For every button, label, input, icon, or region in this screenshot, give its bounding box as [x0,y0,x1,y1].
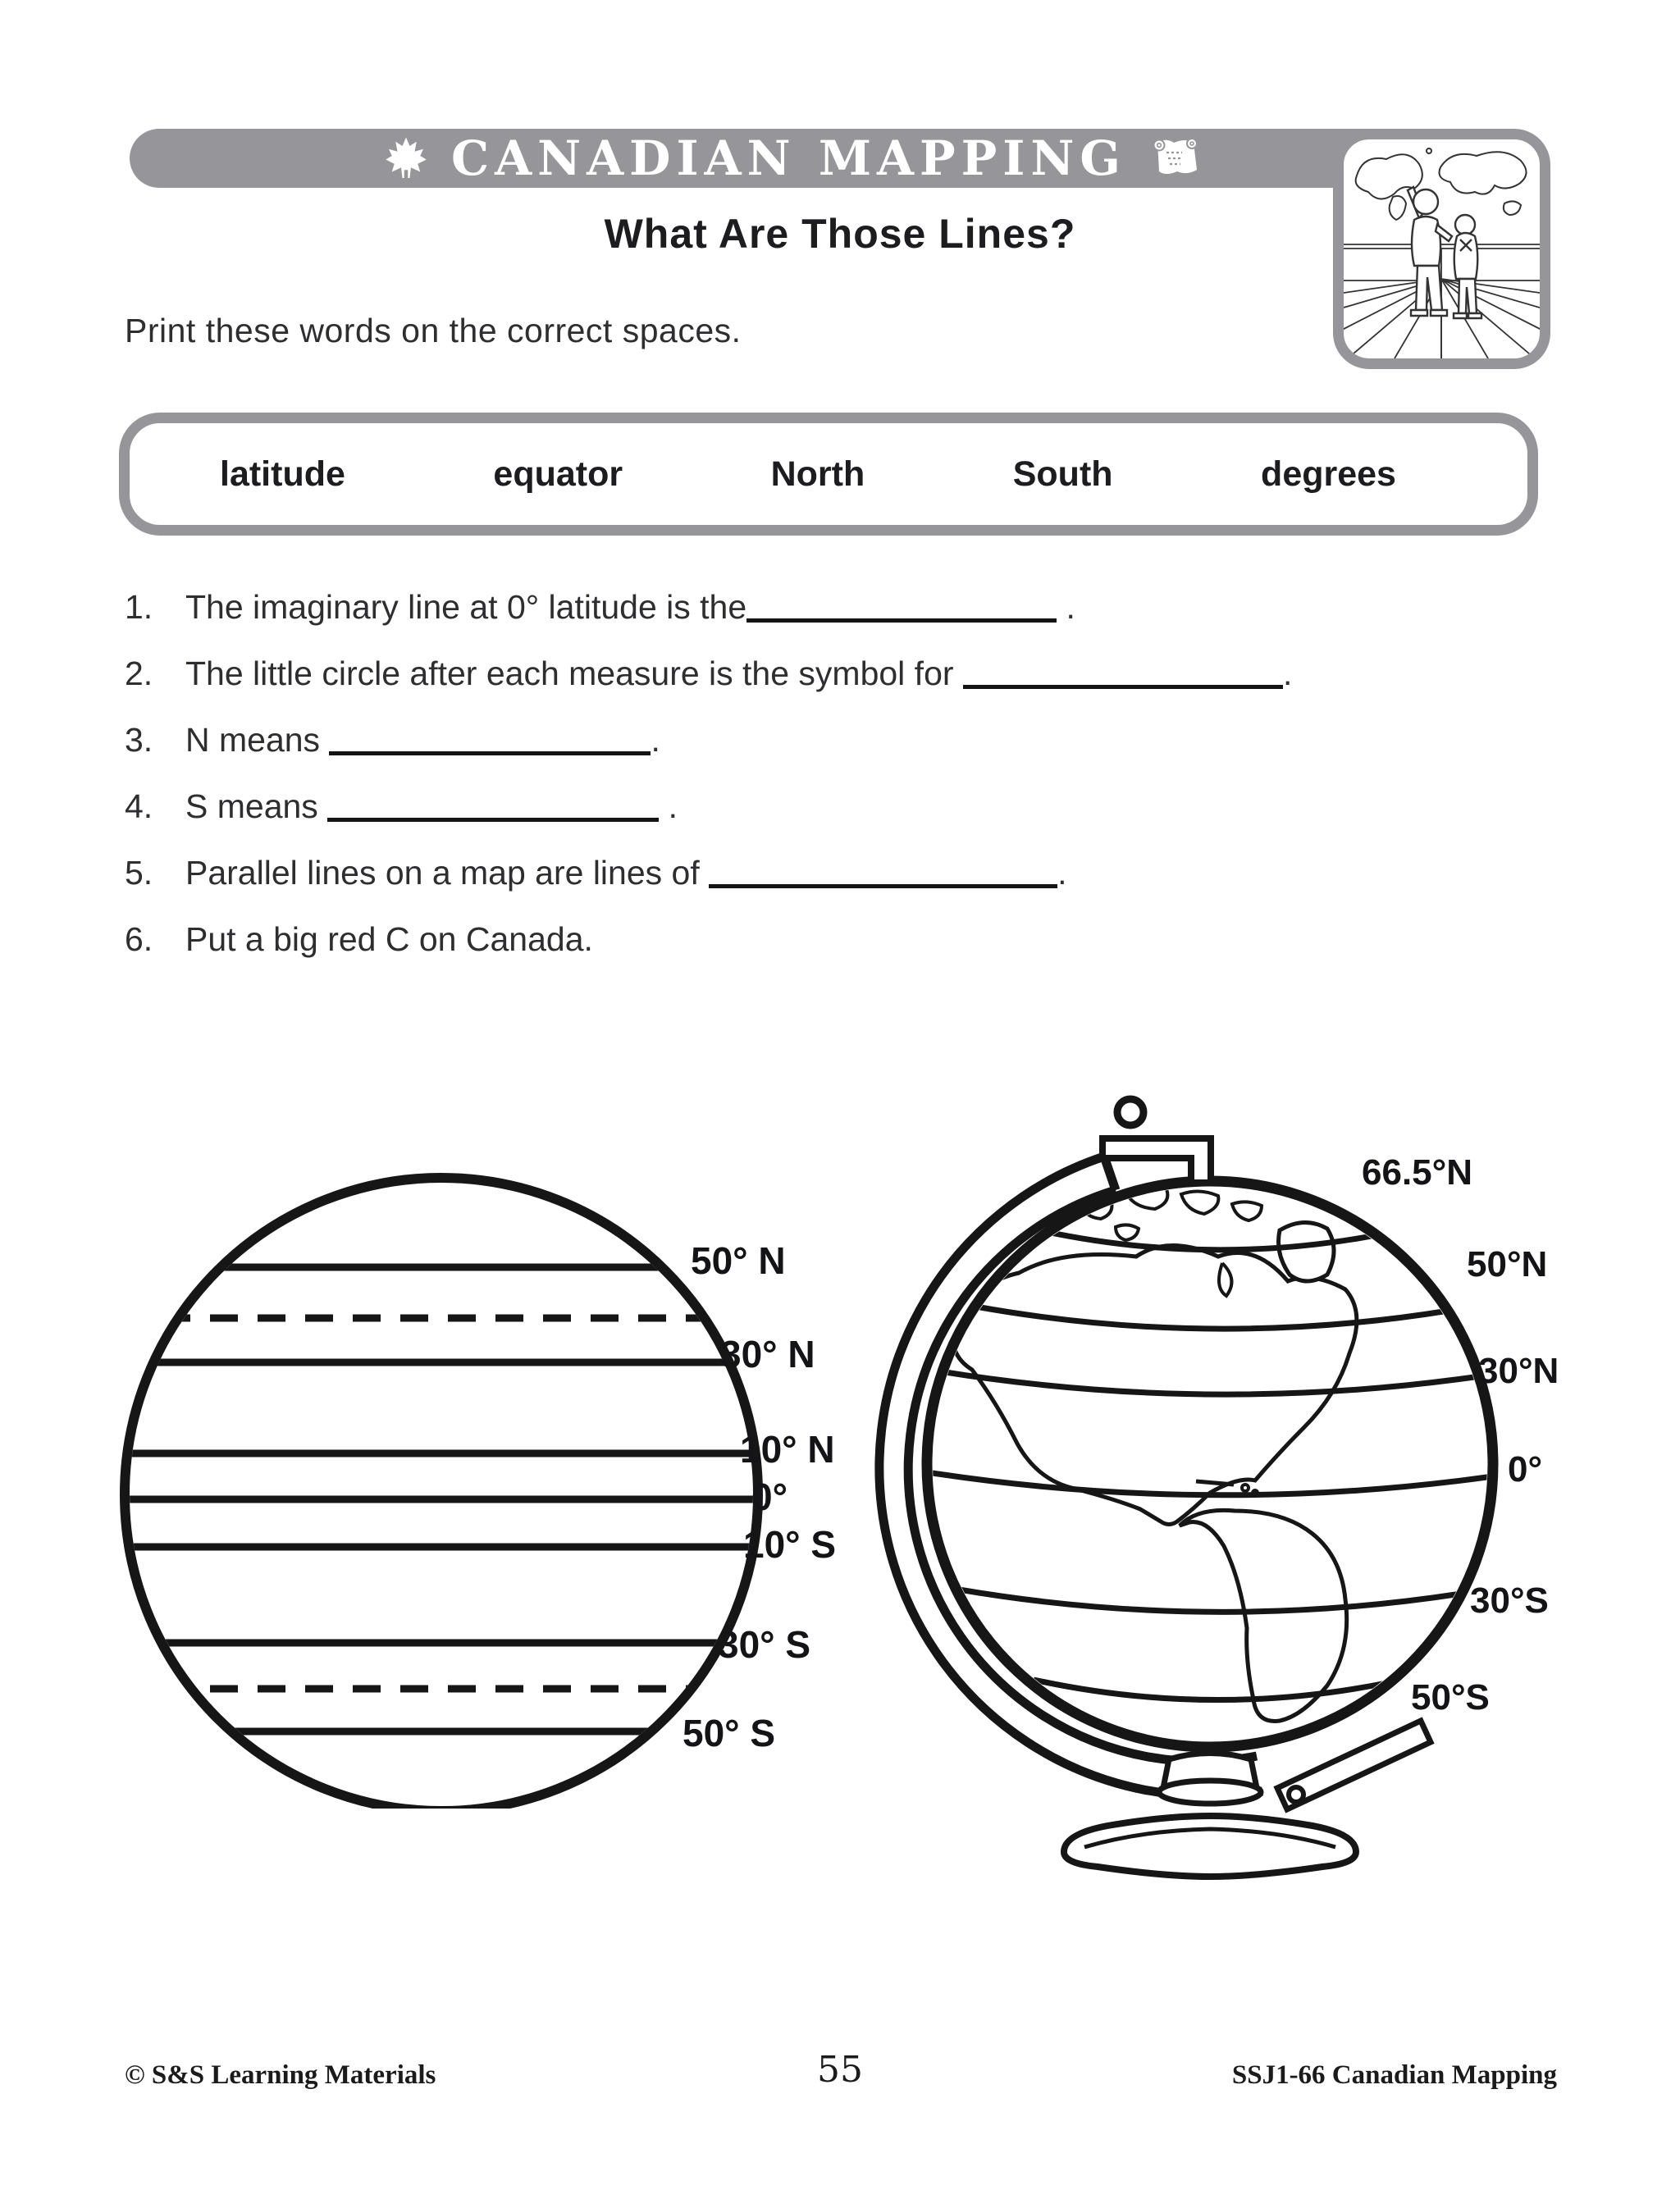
question-row [125,840,1292,906]
question-row [125,773,1292,840]
question-row [125,574,1292,641]
latitude-label: 30° N [720,1333,815,1375]
banner-title: CANADIAN MAPPING [451,130,1126,186]
footer-copyright: © S&S Learning Materials [125,2060,436,2090]
answer-blank[interactable] [746,597,1057,623]
latitude-label: 50° N [691,1239,786,1282]
latitude-label: 10° N [740,1428,835,1471]
latitude-circle-diagram [98,1144,919,1809]
question-suffix: . [651,721,660,759]
maple-leaf-icon [384,132,428,185]
globe-knob [1117,1099,1144,1125]
latitude-label: 30° S [718,1623,811,1666]
answer-blank[interactable] [327,796,659,822]
word-bank-item: equator [493,454,623,494]
answer-blank[interactable] [329,730,651,755]
children-map-drawing [1344,139,1540,358]
globe-drawing [870,1066,1680,1952]
question-text: N means [185,721,330,759]
globe-latitude-label: 50°N [1467,1244,1548,1284]
footer-page-number: 55 [817,2049,863,2091]
question-number: 4. [125,787,153,825]
question-list [125,574,1292,973]
question-number: 3. [125,721,153,759]
globe-latitude-label: 50°S [1411,1677,1490,1717]
globe-diagram [870,1066,1680,1952]
word-bank [119,413,1538,536]
footer-product-code: SSJ1-66 Canadian Mapping [1231,2060,1557,2090]
children-map-illustration [1333,129,1550,369]
question-text: The imaginary line at 0° latitude is the [185,588,747,626]
question-suffix: . [1282,655,1293,692]
question-text: The little circle after each measure is the symbol for [185,655,963,692]
globe-latitude-label: 66.5°N [1362,1152,1473,1193]
question-number: 5. [125,854,153,892]
instruction-text: Print these words on the correct spaces. [125,312,742,349]
question-number: 6. [125,920,153,958]
word-bank-item: North [770,454,865,494]
question-suffix: . [1057,588,1075,626]
question-suffix: . [659,787,678,825]
question-row [125,641,1292,707]
page-title: What Are Those Lines? [604,211,1076,257]
latitude-label: 0° [751,1476,788,1518]
word-bank-item: degrees [1261,454,1396,494]
globe-latitude-label: 30°S [1470,1581,1549,1621]
question-text: S means [185,787,328,825]
circle-outline [125,1178,758,1809]
answer-blank[interactable] [709,863,1057,888]
map-scroll-icon [1149,136,1202,180]
latitude-label: 50° S [682,1712,776,1754]
question-text: Put a big red C on Canada. [185,920,593,958]
question-suffix: . [1057,854,1067,892]
question-row [125,707,1292,773]
globe-axis-bracket [1102,1138,1211,1183]
globe-latitude-label: 0° [1508,1449,1543,1489]
question-row [125,906,1292,973]
question-number: 1. [125,588,153,626]
latitude-label: 10° S [743,1523,837,1566]
latitude-circle-drawing [98,1144,919,1809]
globe-latitude-label: 30°N [1478,1351,1559,1391]
word-bank-item: latitude [220,454,345,494]
question-text: Parallel lines on a map are lines of [185,854,710,892]
answer-blank[interactable] [963,664,1283,689]
word-bank-item: South [1012,454,1113,494]
header-banner [130,129,1397,188]
question-number: 2. [125,655,153,692]
